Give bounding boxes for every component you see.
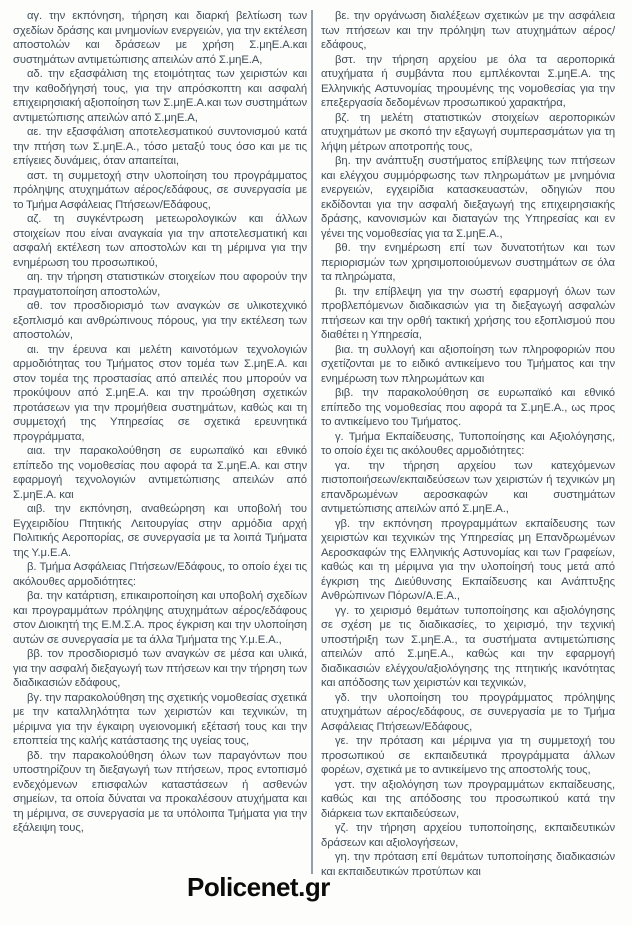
- paragraph: γ. Τμήμα Εκπαίδευσης, Τυποποίησης και Αξιολόγησης, το οποίο έχει τις ακόλουθες αρμοδιότητες:: [321, 430, 615, 457]
- paragraph: βστ. την τήρηση αρχείου με όλα τα αεροπορικά ατυχήματα ή συμβάντα που εμπλέκονται Σ.μηΕ.Α. της Ελληνικής Αστυνομίας τηρουμένης της νομοθεσίας για την επεξεργασία δεδομένων προσωπικού χαρακτήρα,: [321, 53, 615, 109]
- paragraph: γδ. την υλοποίηση του προγράμματος πρόληψης ατυχημάτων αέρος/εδάφους, σε συνεργασία με το Τμήμα Ασφάλειας Πτήσεων/Εδάφους,: [321, 691, 615, 733]
- paragraph: αγ. την εκπόνηση, τήρηση και διαρκή βελτίωση των σχεδίων δράσης και μνημονίων ενεργειών, για την εκτέλεση αποστολών και δράσεων με χρήση Σ.μηΕ.Α.και συστημάτων αντιμετώπισης απειλών από Σ.μηΕ.Α,: [13, 10, 307, 66]
- paragraph: βιβ. την παρακολούθηση σε ευρωπαϊκό και εθνικό επίπεδο της νομοθεσίας που αφορά τα Σ.μηΕ.Α., ως προς το αντικείμενο του Τμήματος.: [321, 387, 615, 428]
- column-divider: [311, 10, 313, 874]
- paragraph: βγ. την παρακολούθηση της σχετικής νομοθεσίας σχετικά με την καταλληλότητα των χειριστών και τεχνικών, τη μέριμνα για την έγκαιρη υγειονομική εξέτασή τους και την εποπτεία της καλής κατάστασης της υγείας τους,: [13, 691, 307, 747]
- paragraph: αι. την έρευνα και μελέτη καινοτόμων τεχνολογιών αρμοδιότητας του Τμήματος στον τομέα των Σ.μηΕ.Α. και στον τομέα της προστασίας από απειλές που μπορούν να προκύψουν από Σ.μηΕ.Α. και την προώθηση σχετικών προτάσεων για την προμήθεια συστημάτων, καθώς και τη συμμετοχή της Υπηρεσίας σε σχετικά ερευνητικά προγράμματα,: [13, 343, 307, 443]
- paragraph: αη. την τήρηση στατιστικών στοιχείων που αφορούν την πραγματοποίηση αποστολών,: [13, 271, 307, 298]
- paragraph: βζ. τη μελέτη στατιστικών στοιχείων αεροπορικών ατυχημάτων με σκοπό την εξαγωγή συμπερασμάτων για τη λήψη μέτρων αποτροπής τους,: [321, 111, 615, 153]
- paragraph: αθ. τον προσδιορισμό των αναγκών σε υλικοτεχνικό εξοπλισμό και ανθρώπινους πόρους, για την εκτέλεση των αποστολών,: [13, 300, 307, 341]
- paragraph: γζ. την τήρηση αρχείου τυποποίησης, εκπαιδευτικών δράσεων και αξιολογήσεων,: [321, 822, 615, 849]
- paragraph: αια. την παρακολούθηση σε ευρωπαϊκό και εθνικό επίπεδο της νομοθεσίας που αφορά τα Σ.μηΕ.Α. και στην εφαρμογή τεχνολογιών αντιμετώπισης απειλών από Σ.μηΕ.Α. και: [13, 445, 307, 501]
- paragraph: αζ. τη συγκέντρωση μετεωρολογικών και άλλων στοιχείων που είναι αναγκαία για την αποτελεσματική και ασφαλή εκτέλεση των αποστολών και τη μέριμνα για την ενημέρωση του προσωπικού,: [13, 213, 307, 269]
- paragraph: αε. την εξασφάλιση αποτελεσματικού συντονισμού κατά την πτήση των Σ.μηΕ.Α., τόσο μεταξύ τους όσο και με τις επίγειες δυνάμεις, όταν απαιτείται,: [13, 126, 307, 167]
- paragraph: β. Τμήμα Ασφάλειας Πτήσεων/Εδάφους, το οποίο έχει τις ακόλουθες αρμοδιότητες:: [13, 561, 307, 588]
- paragraph: βα. την κατάρτιση, επικαιροποίηση και υποβολή σχεδίων και προγραμμάτων πρόληψης ατυχημάτων αέρος/εδάφους στον Διοικητή της Ε.Μ.Σ.Α. προς έγκριση και την υλοποίηση αυτών σε συνεργασία με τα άλλα Τμήματα της Υ.μ.Ε.Α.,: [13, 590, 307, 646]
- paragraph: γγ. το χειρισμό θεμάτων τυποποίησης και αξιολόγησης σε σχέση με τις διαδικασίες, το χειρισμό, την τεχνική υποστήριξη των Σ.μηΕ.Α., τα συστήματα αντιμετώπισης απειλών από Σ.μηΕ.Α., καθώς και την εφαρμογή διαδικασιών ελέγχου/αξιολόγησης της πτητικής ικανότητας και απόδοσης των χειριστών και τεχνικών,: [321, 604, 615, 689]
- paragraph: γβ. την εκπόνηση προγραμμάτων εκπαίδευσης των χειριστών και τεχνικών της Υπηρεσίας μη Επανδρωμένων Αεροσκαφών της Ελληνικής Αστυνομίας και των Γραφείων, καθώς και τη μέριμνα για την υλοποίησή τους μετά από έγκριση της Διεύθυνσης Εκπαίδευσης και Ανάπτυξης Ανθρώπινων Πόρων/Α.Ε.Α.,: [321, 517, 615, 602]
- paragraph: αστ. τη συμμετοχή στην υλοποίηση του προγράμματος πρόληψης ατυχημάτων αέρος/εδάφους, σε συνεργασία με το Τμήμα Ασφάλειας Πτήσεων/Εδάφους,: [13, 169, 307, 211]
- paragraph: γε. την πρόταση και μέριμνα για τη συμμετοχή του προσωπικού σε εκπαιδευτικά προγράμματα άλλων φορέων, σχετικά με το αντικείμενο της αποστολής τους,: [321, 735, 615, 776]
- paragraph: βι. την επίβλεψη για την σωστή εφαρμογή όλων των προβλεπόμενων διαδικασιών για τη διεξαγωγή ασφαλών πτήσεων και την ορθή τακτική χρήσης του εξοπλισμού που διαθέτει η Υπηρεσία,: [321, 285, 615, 341]
- paragraph: αδ. την εξασφάλιση της ετοιμότητας των χειριστών και την καθοδήγησή τους, για την απρόσκοπτη και ασφαλή επιχειρησιακή αξιοποίηση των Σ.μηΕ.Α.και των συστημάτων αντιμετώπισης απειλών από Σ.μηΕ.Α,: [13, 68, 307, 124]
- paragraph: βη. την ανάπτυξη συστήματος επίβλεψης των πτήσεων και ελέγχου συμμόρφωσης των πληρωμάτων με μνημόνια ενεργειών, εγχειρίδια κατασκευαστών, οδηγιών που εκδίδονται για την ασφαλή διεξαγωγή της επιχειρησιακής δράσης, κανονισμών και διαταγών της Υπηρεσίας και εν γένει της νομοθεσίας για τα Σ.μηΕ.Α.,: [321, 155, 615, 240]
- text-column-left: [13, 9, 307, 836]
- paragraph: γα. την τήρηση αρχείου των κατεχόμενων πιστοποιήσεων/εκπαιδεύσεων των χειριστών ή τεχνικών μη επανδρωμένων αεροσκαφών και συστημάτων αντιμετώπισης απειλών από Σ.μηΕ.Α.,: [321, 459, 615, 515]
- paragraph: βδ. την παρακολούθηση όλων των παραγόντων που υποστηρίζουν τη διεξαγωγή των πτήσεων, προς εντοπισμό ενδεχόμενων επισφαλών καταστάσεων ή ασθενών σημείων, τα οποία δύναται να προκαλέσουν ατυχήματα και τη μέριμνα, σε συνεργασία με τα υπόλοιπα Τμήματα για την εξάλειψη τους,: [13, 749, 307, 834]
- watermark: Policenet.gr: [187, 872, 330, 902]
- text-column-right: [321, 9, 615, 879]
- paragraph: αιβ. την εκπόνηση, αναθεώρηση και υποβολή του Εγχειριδίου Πτητικής Λειτουργίας στην αρμόδια αρχή Πολιτικής Αεροπορίας, σε συνεργασία με τα λοιπά Τμήματα της Υ.μ.Ε.Α.: [13, 503, 307, 559]
- paragraph: γη. την πρόταση επί θεμάτων τυποποίησης διαδικασιών και εκπαιδευτικών προτύπων και: [321, 851, 615, 878]
- paragraph: βια. τη συλλογή και αξιοποίηση των πληροφοριών που σχετίζονται με το ειδικό αντικείμενο του Τμήματος και την ενημέρωση των πληρωμάτων και: [321, 343, 615, 385]
- paragraph: βε. την οργάνωση διαλέξεων σχετικών με την ασφάλεια των πτήσεων και την πρόληψη των ατυχημάτων αέρος/εδάφους,: [321, 10, 615, 51]
- paragraph: γστ. την αξιολόγηση των προγραμμάτων εκπαίδευσης, καθώς και της απόδοσης του προσωπικού κατά την διάρκεια των εκπαιδεύσεων,: [321, 778, 615, 820]
- paragraph: βθ. την ενημέρωση επί των δυνατοτήτων και των περιορισμών των χρησιμοποιούμενων συστημάτων σε όλα τα πληρώματα,: [321, 242, 615, 283]
- paragraph: ββ. τον προσδιορισμό των αναγκών σε μέσα και υλικά, για την ασφαλή διεξαγωγή των πτήσεων και την τήρηση των διαδικασιών εδάφους,: [13, 648, 307, 689]
